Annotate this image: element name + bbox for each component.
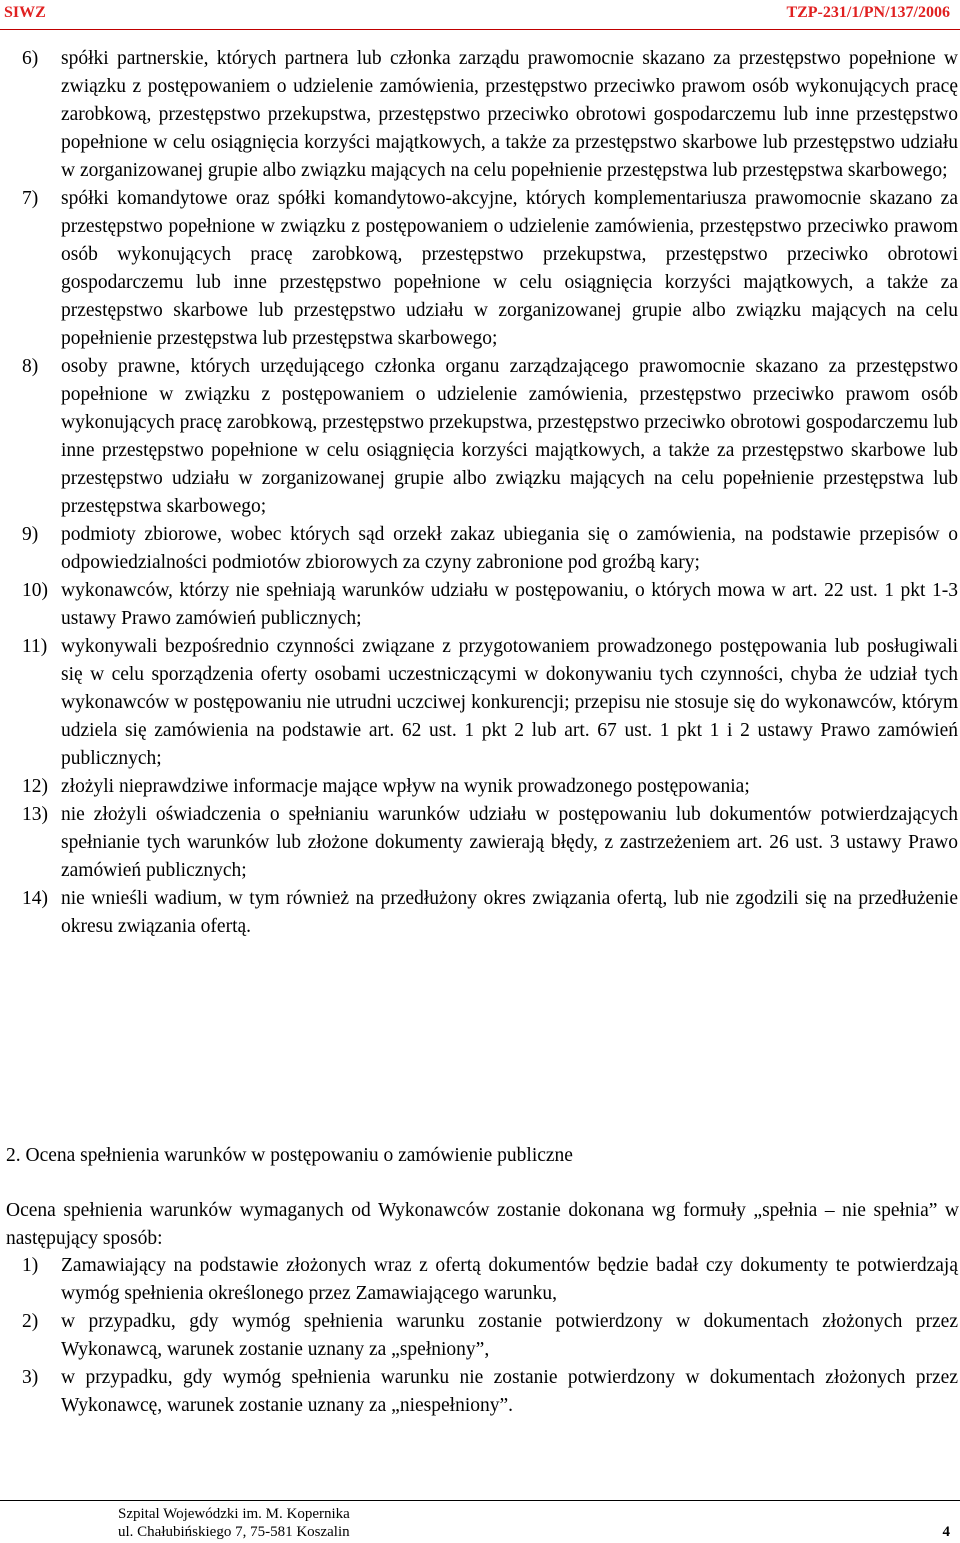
list-item: [0, 353, 960, 521]
list-item-text: Zamawiający na podstawie złożonych wraz z ofertą dokumentów będzie badał czy dokumenty te potwierdzają wymóg spełnienia określonego przez Zamawiającego warunku,: [61, 1255, 958, 1304]
list-item-text: wykonawców, którzy nie spełniają warunków udziału w postępowaniu, o których mowa w art. 22 ust. 1 pkt 1-3 ustawy Prawo zamówień publicznych;: [61, 580, 958, 629]
list-item-number: 14): [22, 888, 48, 909]
list-item-text: wykonywali bezpośrednio czynności związane z przygotowaniem prowadzonego postępowania lub posługiwali się w celu sporządzenia oferty osobami uczestniczącymi w dokonywaniu tych czynności, chyba że udział tych wykonawców w postępowaniu nie utrudni uczciwej konkurencji; przepisu nie stosuje się do wykonawców, którym udziela się zamówienia na podstawie art. 62 ust. 1 pkt 2 lub art. 67 ust. 1 pkt 1 i 2 ustawy Prawo zamówień publicznych;: [61, 636, 958, 769]
list-item-text: złożyli nieprawdziwe informacje mające wpływ na wynik prowadzonego postępowania;: [61, 776, 750, 797]
list-item-text: nie wnieśli wadium, w tym również na przedłużony okres związania ofertą, lub nie zgodzili się na przedłużenie okresu związania ofertą.: [61, 888, 958, 937]
list-item: [0, 773, 960, 801]
list-item-number: 11): [22, 636, 48, 657]
list-item-text: spółki komandytowe oraz spółki komandytowo-akcyjne, których komplementariusza prawomocnie skazano za przestępstwo popełnione w związku z postępowaniem o udzielenie zamówienia, przestępstwo przeciwko prawom osób wykonujących pracę zarobkową, przestępstwo przekupstwa, przestępstwo przeciwko obrotowi gospodarczemu lub inne przestępstwo popełnione w celu osiągnięcia korzyści majątkowych, a także za przestępstwo skarbowe lub przestępstwo udziału w zorganizowanej grupie albo związku mających na celu popełnienie przestępstwa lub przestępstwa skarbowego;: [61, 188, 958, 349]
list-item: [0, 633, 960, 773]
list-item-number: 2): [22, 1311, 39, 1332]
list-item-number: 7): [22, 188, 39, 209]
section-heading: 2. Ocena spełnienia warunków w postępowaniu o zamówienie publiczne: [6, 1145, 573, 1166]
list-item-number: 1): [22, 1255, 39, 1276]
list-item-text: w przypadku, gdy wymóg spełnienia warunku zostanie potwierdzony w dokumentach złożonych przez Wykonawcą, warunek zostanie uznany za „spełniony”,: [61, 1311, 958, 1360]
footer-institution: Szpital Wojewódzki im. M. Kopernika: [118, 1506, 350, 1522]
header-doc-type: SIWZ: [4, 4, 46, 21]
header-reference-number: TZP-231/1/PN/137/2006: [786, 4, 950, 21]
evaluation-list: [0, 1252, 960, 1420]
list-item-text: osoby prawne, których urzędującego członka organu zarządzającego prawomocnie skazano za przestępstwo popełnione w związku z postępowaniem o udzielenie zamówienia, przestępstwo przeciwko prawom osób wykonujących pracę zarobkową, przestępstwo przekupstwa, przestępstwo przeciwko obrotowi gospodarczemu lub inne przestępstwo popełnione w celu osiągnięcia korzyści majątkowych, a także za przestępstwo skarbowe lub przestępstwo udziału w zorganizowanej grupie albo związku mających na celu popełnienie przestępstwa lub przestępstwa skarbowego;: [61, 356, 958, 517]
list-item-number: 9): [22, 524, 39, 545]
list-item-number: 10): [22, 580, 48, 601]
list-item: [0, 885, 960, 941]
list-item-number: 8): [22, 356, 39, 377]
list-item: [0, 801, 960, 885]
list-item-text: w przypadku, gdy wymóg spełnienia warunku nie zostanie potwierdzony w dokumentach złożonych przez Wykonawcę, warunek zostanie uznany za „niespełniony”.: [61, 1367, 958, 1416]
list-item: [0, 45, 960, 185]
list-item: [0, 521, 960, 577]
exclusion-list: [0, 45, 960, 941]
list-item: [0, 185, 960, 353]
list-item-text: nie złożyli oświadczenia o spełnianiu warunków udziału w postępowaniu lub dokumentów potwierdzających spełnianie tych warunków lub złożone dokumenty zawierają błędy, z zastrzeżeniem art. 26 ust. 3 ustawy Prawo zamówień publicznych;: [61, 804, 958, 881]
page-number: 4: [942, 1524, 950, 1540]
list-item-number: 12): [22, 776, 48, 797]
list-item: [0, 1364, 960, 1420]
list-item: [0, 1308, 960, 1364]
footer-divider: [0, 1500, 960, 1501]
list-item: [0, 1252, 960, 1308]
intro-paragraph: Ocena spełnienia warunków wymaganych od Wykonawców zostanie dokonana wg formuły „spełnia – nie spełnia” w następujący sposób:: [6, 1200, 959, 1249]
list-item-text: spółki partnerskie, których partnera lub członka zarządu prawomocnie skazano za przestępstwo popełnione w związku z postępowaniem o udzielenie zamówienia, przestępstwo przeciwko prawom osób wykonujących pracę zarobkową, przestępstwo przekupstwa, przestępstwo przeciwko obrotowi gospodarczemu lub inne przestępstwo popełnione w celu osiągnięcia korzyści majątkowych, a także za przestępstwo skarbowe lub przestępstwo udziału w zorganizowanej grupie albo związku mających na celu popełnienie przestępstwa lub przestępstwa skarbowego;: [61, 48, 958, 181]
list-item-number: 6): [22, 48, 39, 69]
list-item-text: podmioty zbiorowe, wobec których sąd orzekł zakaz ubiegania się o zamówienia, na podstawie przepisów o odpowiedzialności podmiotów zbiorowych za czyny zabronione pod groźbą kary;: [61, 524, 958, 573]
footer-address: ul. Chałubińskiego 7, 75-581 Koszalin: [118, 1524, 350, 1540]
list-item-number: 13): [22, 804, 48, 825]
list-item: [0, 577, 960, 633]
page-header: [0, 0, 960, 30]
list-item-number: 3): [22, 1367, 39, 1388]
